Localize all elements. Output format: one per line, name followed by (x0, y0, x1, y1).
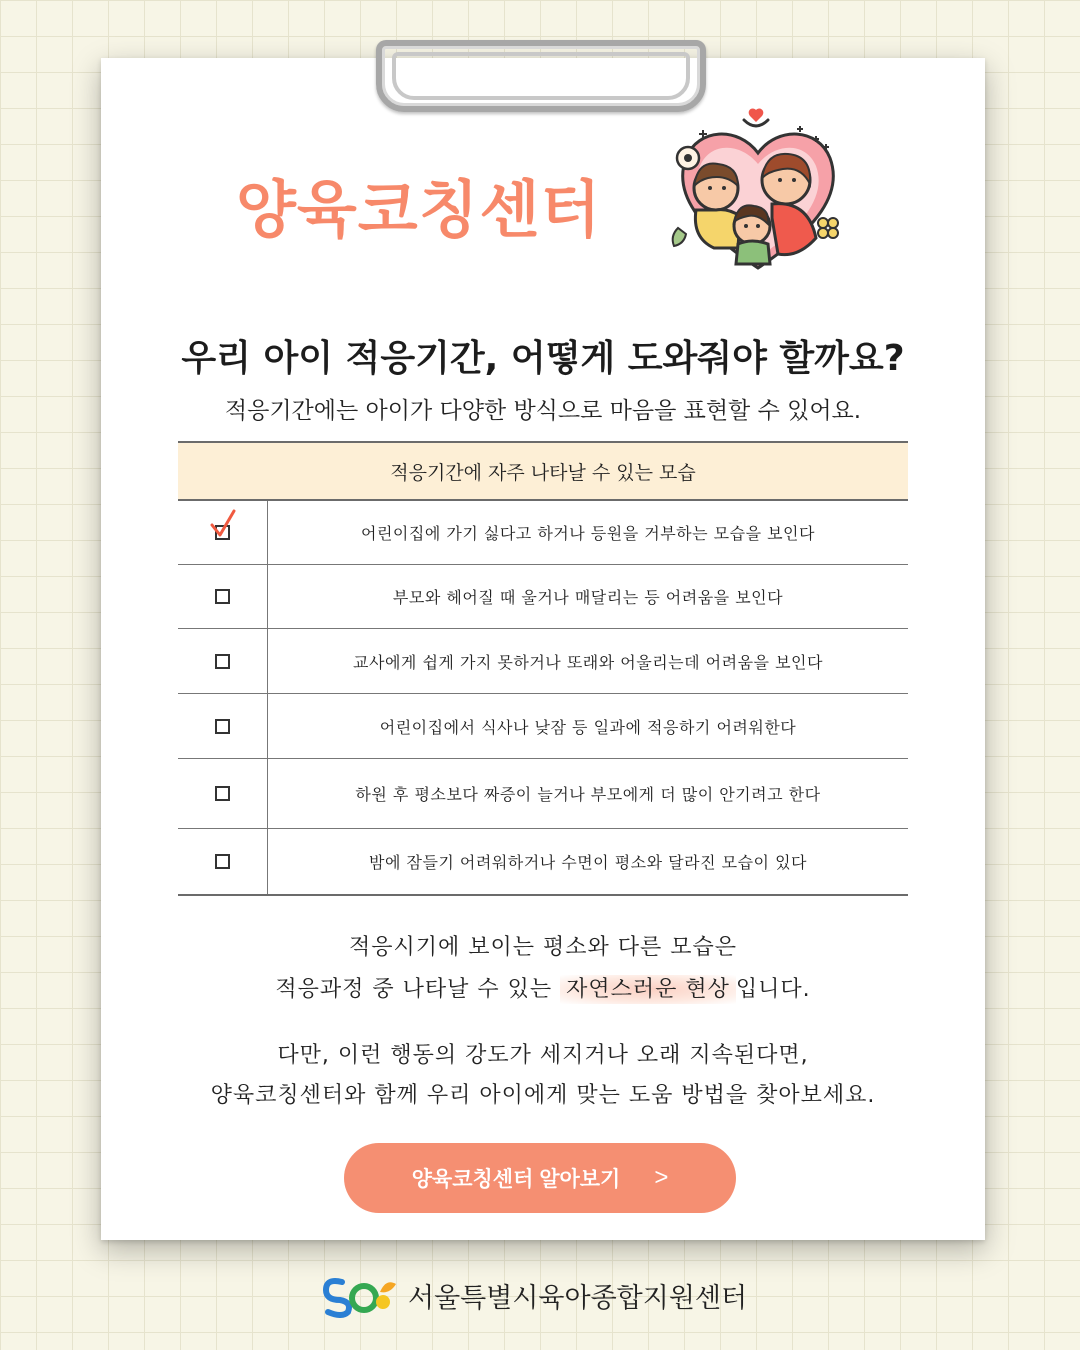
closing-line-4: 양육코칭센터와 함께 우리 아이에게 맞는 도움 방법을 찾아보세요. (210, 1083, 876, 1108)
checkbox-cell[interactable] (178, 565, 268, 628)
row-text: 부모와 헤어질 때 울거나 매달리는 등 어려움을 보인다 (392, 588, 784, 607)
headline: 우리 아이 적응기간, 어떻게 도와줘야 할까요? (181, 338, 905, 379)
chevron-right-icon: > (654, 1164, 669, 1191)
table-header: 적응기간에 자주 나타날 수 있는 모습 (178, 443, 908, 501)
footer (320, 1270, 747, 1320)
checkbox-icon[interactable] (215, 589, 230, 604)
checkbox-cell[interactable] (178, 629, 268, 693)
table-row (178, 629, 908, 694)
checkbox-cell[interactable] (178, 694, 268, 758)
clipboard-clip-inner (392, 52, 690, 100)
org-name: 서울특별시육아종합지원센터 (408, 1282, 748, 1314)
subline: 적응기간에는 아이가 다양한 방식으로 마음을 표현할 수 있어요. (224, 398, 862, 424)
closing-line-2 (101, 972, 985, 1003)
learn-more-label: 양육코칭센터 알아보기 (411, 1168, 621, 1191)
org-logo-icon (320, 1272, 400, 1318)
checkbox-cell[interactable] (178, 759, 268, 828)
row-text: 어린이집에 가기 싫다고 하거나 등원을 거부하는 모습을 보인다 (361, 524, 815, 543)
closing-line-2-after: 입니다. (735, 977, 811, 1002)
family-heart-icon (668, 108, 848, 283)
checkbox-cell[interactable] (178, 829, 268, 894)
checkbox-icon[interactable] (215, 786, 230, 801)
row-text: 밤에 잠들기 어려워하거나 수면이 평소와 달라진 모습이 있다 (368, 853, 807, 872)
table-row (178, 759, 908, 829)
table-row (178, 829, 908, 896)
learn-more-button[interactable] (344, 1143, 736, 1213)
highlight-text: 자연스러운 현상 (560, 975, 736, 1004)
closing-line-2-before: 적응과정 중 나타날 수 있는 (275, 977, 561, 1002)
row-text: 하원 후 평소보다 짜증이 늘거나 부모에게 더 많이 안기려고 한다 (355, 785, 821, 804)
row-text: 어린이집에서 식사나 낮잠 등 일과에 적응하기 어려워한다 (379, 717, 797, 737)
closing-line-1: 적응시기에 보이는 평소와 다른 모습은 (348, 935, 737, 960)
checkbox-cell[interactable] (178, 501, 268, 564)
brand-title: 양육코칭센터 (236, 173, 602, 246)
table-row (178, 694, 908, 759)
closing-line-3: 다만, 이런 행동의 강도가 세지거나 오래 지속된다면, (277, 1043, 809, 1068)
table-row (178, 501, 908, 565)
checkbox-icon[interactable] (215, 719, 230, 734)
check-mark-icon (208, 507, 238, 541)
row-text: 교사에게 쉽게 가지 못하거나 또래와 어울리는데 어려움을 보인다 (353, 652, 823, 672)
table-row (178, 565, 908, 629)
behavior-checklist-table (178, 441, 908, 896)
checkbox-icon[interactable] (215, 654, 230, 669)
checkbox-icon[interactable] (215, 854, 230, 869)
